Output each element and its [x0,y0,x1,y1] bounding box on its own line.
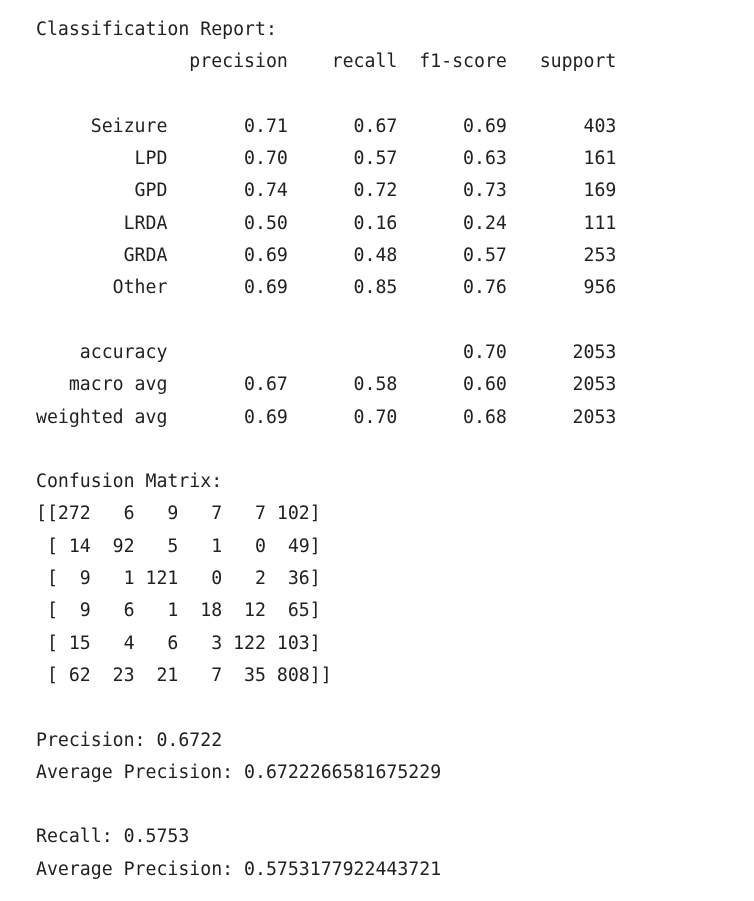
precision-line: Precision: 0.6722 [36,729,223,751]
confusion-row: [ 9 1 121 0 2 36] [36,568,321,590]
confusion-row: [[272 6 9 7 7 102] [36,503,321,525]
report-weighted-avg: weighted avg 0.69 0.70 0.68 2053 [36,406,617,428]
recall-line: Recall: 0.5753 [36,826,190,848]
report-row-other: Other 0.69 0.85 0.76 956 [36,277,617,299]
report-row-gpd: GPD 0.74 0.72 0.73 169 [36,180,617,202]
confusion-row: [ 9 6 1 18 12 65] [36,600,321,622]
report-row-seizure: Seizure 0.71 0.67 0.69 403 [36,115,617,137]
report-header: precision recall f1-score support [36,51,617,73]
confusion-row: [ 14 92 5 1 0 49] [36,535,321,557]
confusion-title: Confusion Matrix: [36,471,223,493]
blank-line [36,789,616,821]
blank-line [36,305,616,337]
confusion-row: [ 15 4 6 3 122 103] [36,632,321,654]
notebook-output [36,14,616,886]
report-row-lpd: LPD 0.70 0.57 0.63 161 [36,148,617,170]
confusion-row: [ 62 23 21 7 35 808]] [36,664,332,686]
report-macro-avg: macro avg 0.67 0.58 0.60 2053 [36,374,617,396]
blank-line [36,692,616,724]
average-precision-line: Average Precision: 0.6722266581675229 [36,761,442,783]
blank-line [36,434,616,466]
average-precision-line: Average Precision: 0.5753177922443721 [36,858,442,880]
blank-line [36,79,616,111]
report-row-lrda: LRDA 0.50 0.16 0.24 111 [36,212,617,234]
report-row-grda: GRDA 0.69 0.48 0.57 253 [36,245,617,267]
report-title: Classification Report: [36,19,277,40]
report-accuracy: accuracy 0.70 2053 [36,341,617,363]
